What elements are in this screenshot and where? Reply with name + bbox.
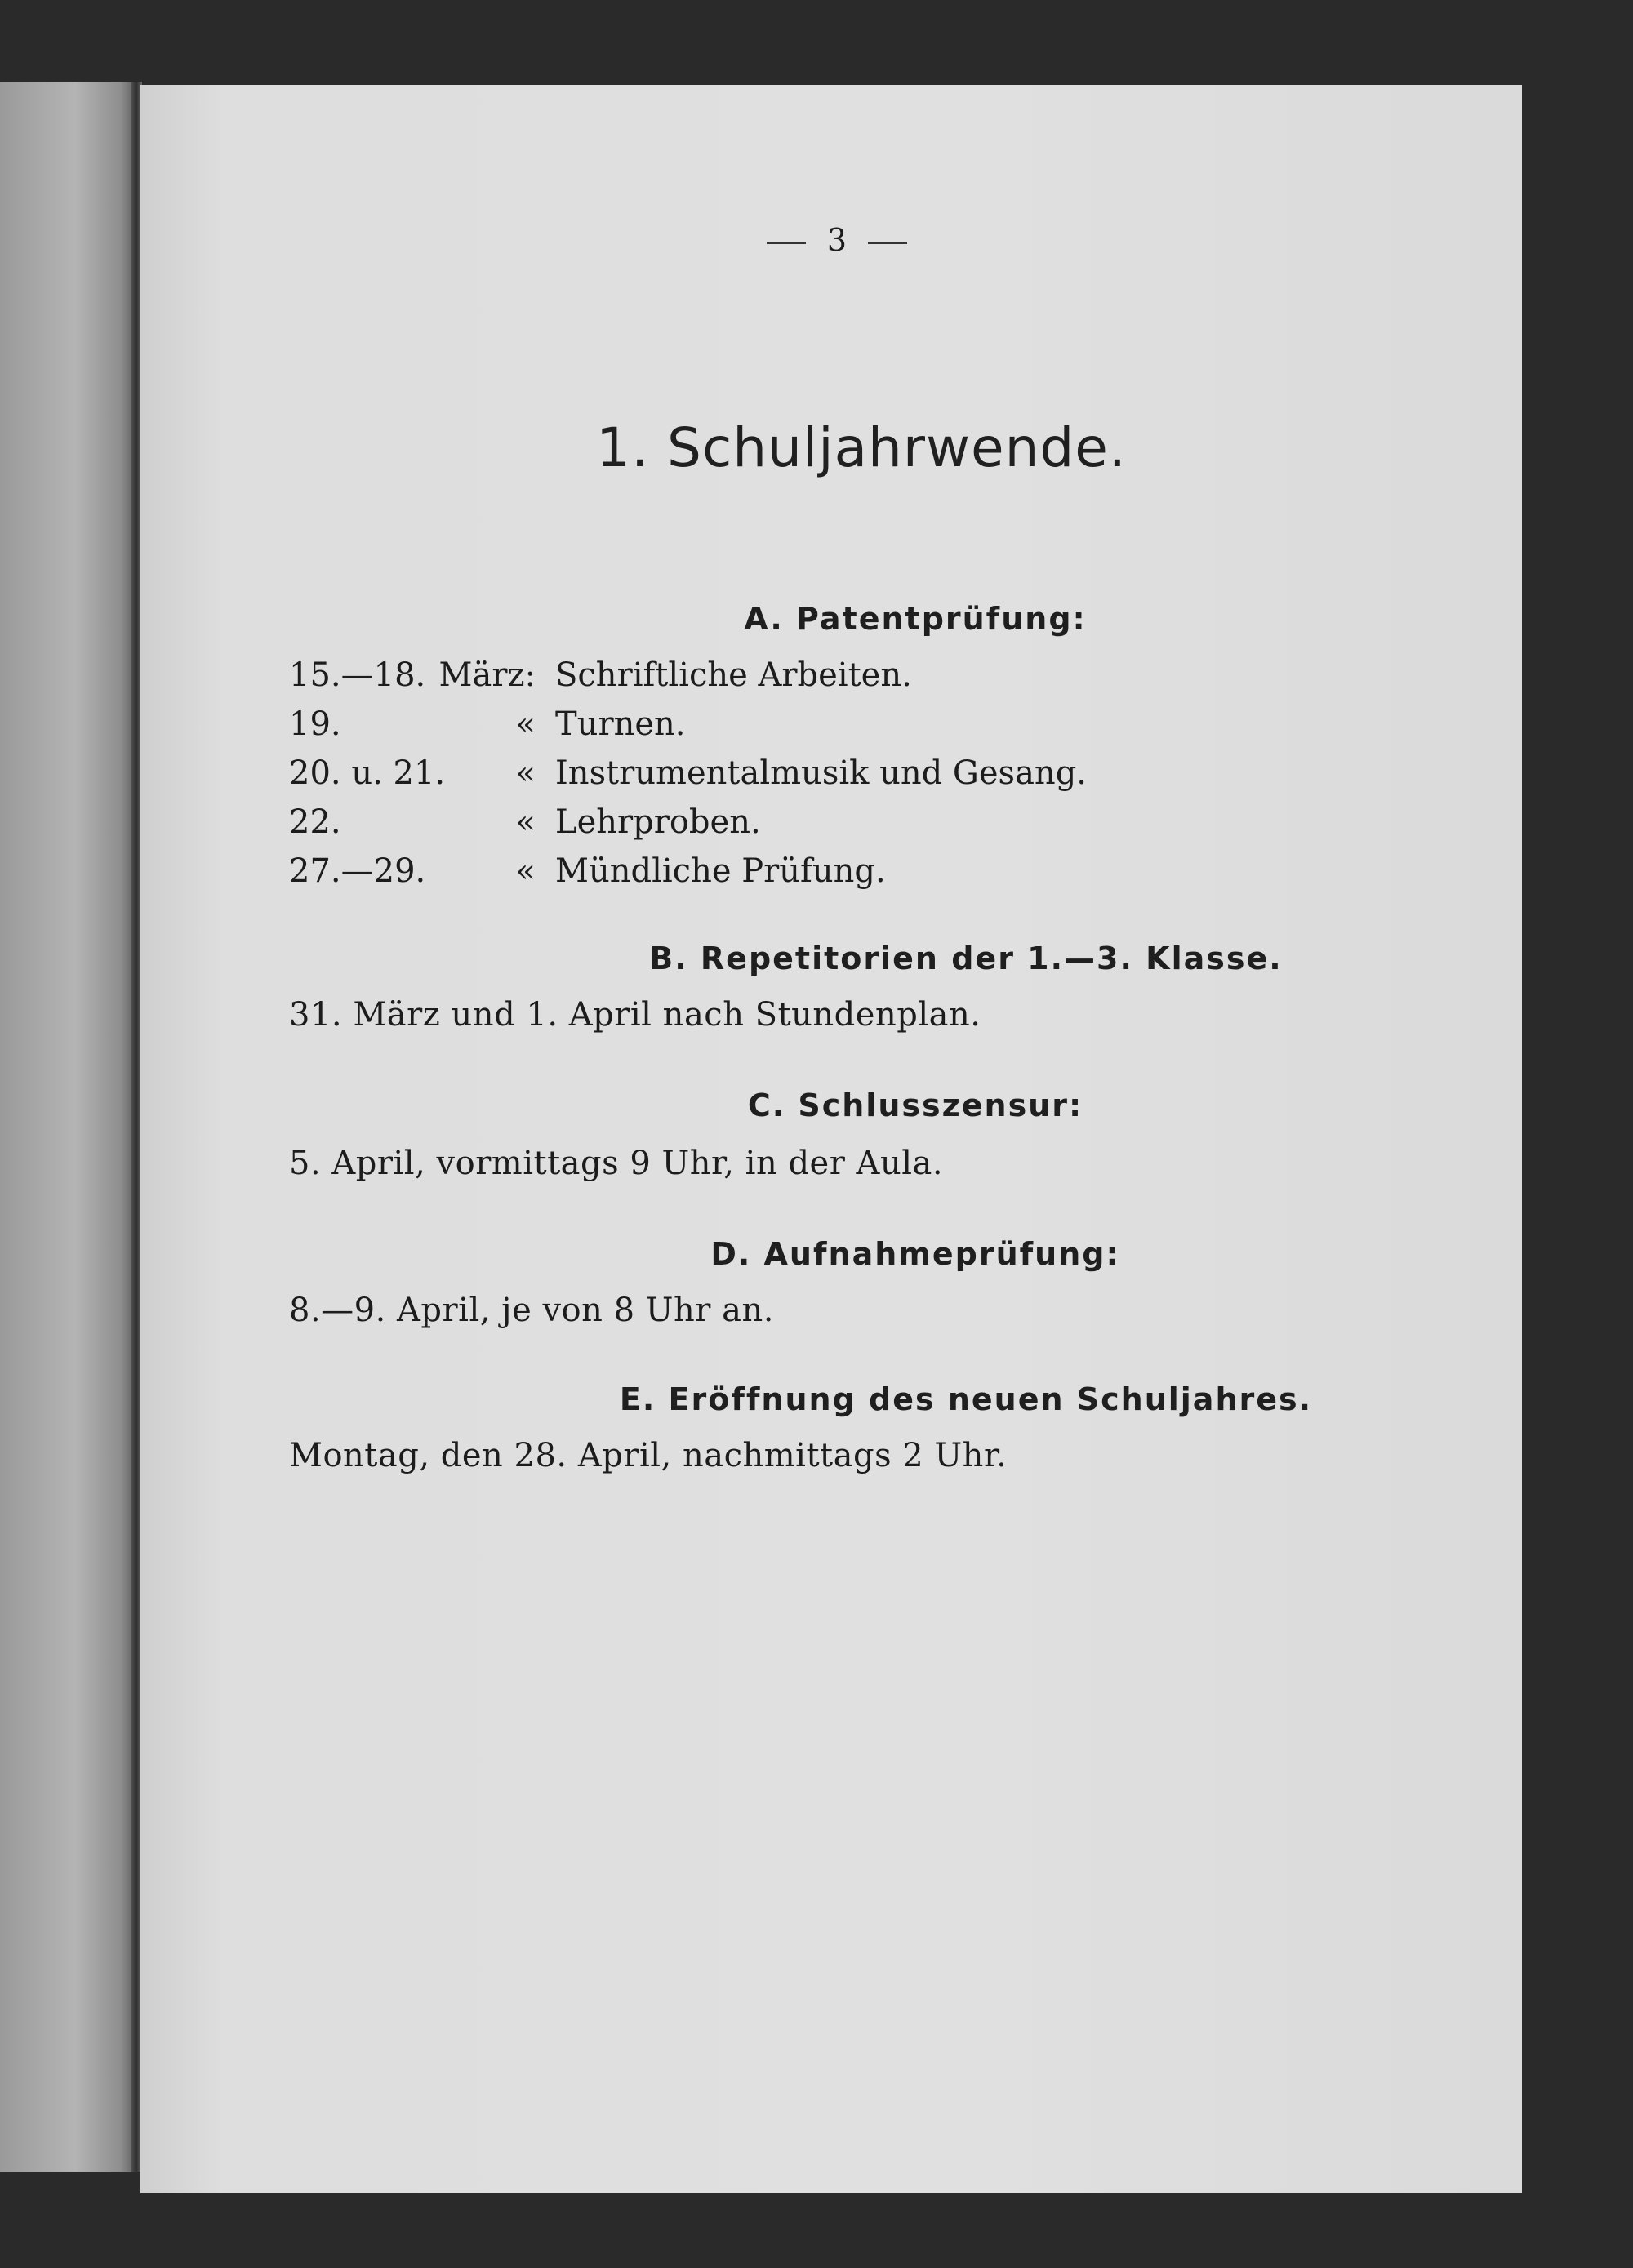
section-b-text: 31. März und 1. April nach Stundenplan. (289, 996, 981, 1034)
section-d-heading: D. Aufnahmeprüfung: (710, 1236, 1120, 1272)
left-page-edge (0, 82, 137, 2172)
schedule-row (289, 656, 1269, 702)
section-b-heading: B. Repetitorien der 1.—3. Klasse. (649, 941, 1283, 976)
page-number-value: 3 (826, 222, 848, 258)
section-e-heading: E. Eröffnung des neuen Schuljahres. (619, 1381, 1313, 1417)
page-title: 1. Schuljahrwende. (596, 416, 1127, 479)
row-description: Lehrproben. (555, 803, 761, 841)
row-month: « (515, 852, 536, 890)
schedule-row (289, 754, 1269, 800)
row-description: Instrumentalmusik und Gesang. (555, 754, 1088, 792)
row-month: « (515, 705, 536, 743)
section-c-heading: C. Schlusszensur: (747, 1087, 1083, 1123)
schedule-row (289, 852, 1269, 898)
section-e-text: Montag, den 28. April, nachmittags 2 Uhr. (289, 1437, 1008, 1474)
row-month: « (515, 754, 536, 792)
page-number-dash-left (767, 242, 806, 244)
row-date: 19. (289, 705, 341, 743)
page-number (140, 222, 1522, 258)
schedule-row (289, 705, 1269, 751)
row-description: Mündliche Prüfung. (555, 852, 886, 890)
section-c-text: 5. April, vormittags 9 Uhr, in der Aula. (289, 1145, 944, 1182)
row-month: « (515, 803, 536, 841)
row-date: 15.—18. (289, 656, 426, 694)
document-page (140, 85, 1522, 2193)
row-description: Schriftliche Arbeiten. (555, 656, 912, 694)
page-number-dash-right (868, 242, 907, 244)
row-date: 22. (289, 803, 341, 841)
row-date: 27.—29. (289, 852, 426, 890)
row-month: März: (438, 656, 536, 694)
section-a-heading: A. Patentprüfung: (744, 601, 1087, 637)
row-date: 20. u. 21. (289, 754, 446, 792)
row-description: Turnen. (555, 705, 686, 743)
section-d-text: 8.—9. April, je von 8 Uhr an. (289, 1292, 774, 1329)
schedule-row (289, 803, 1269, 849)
